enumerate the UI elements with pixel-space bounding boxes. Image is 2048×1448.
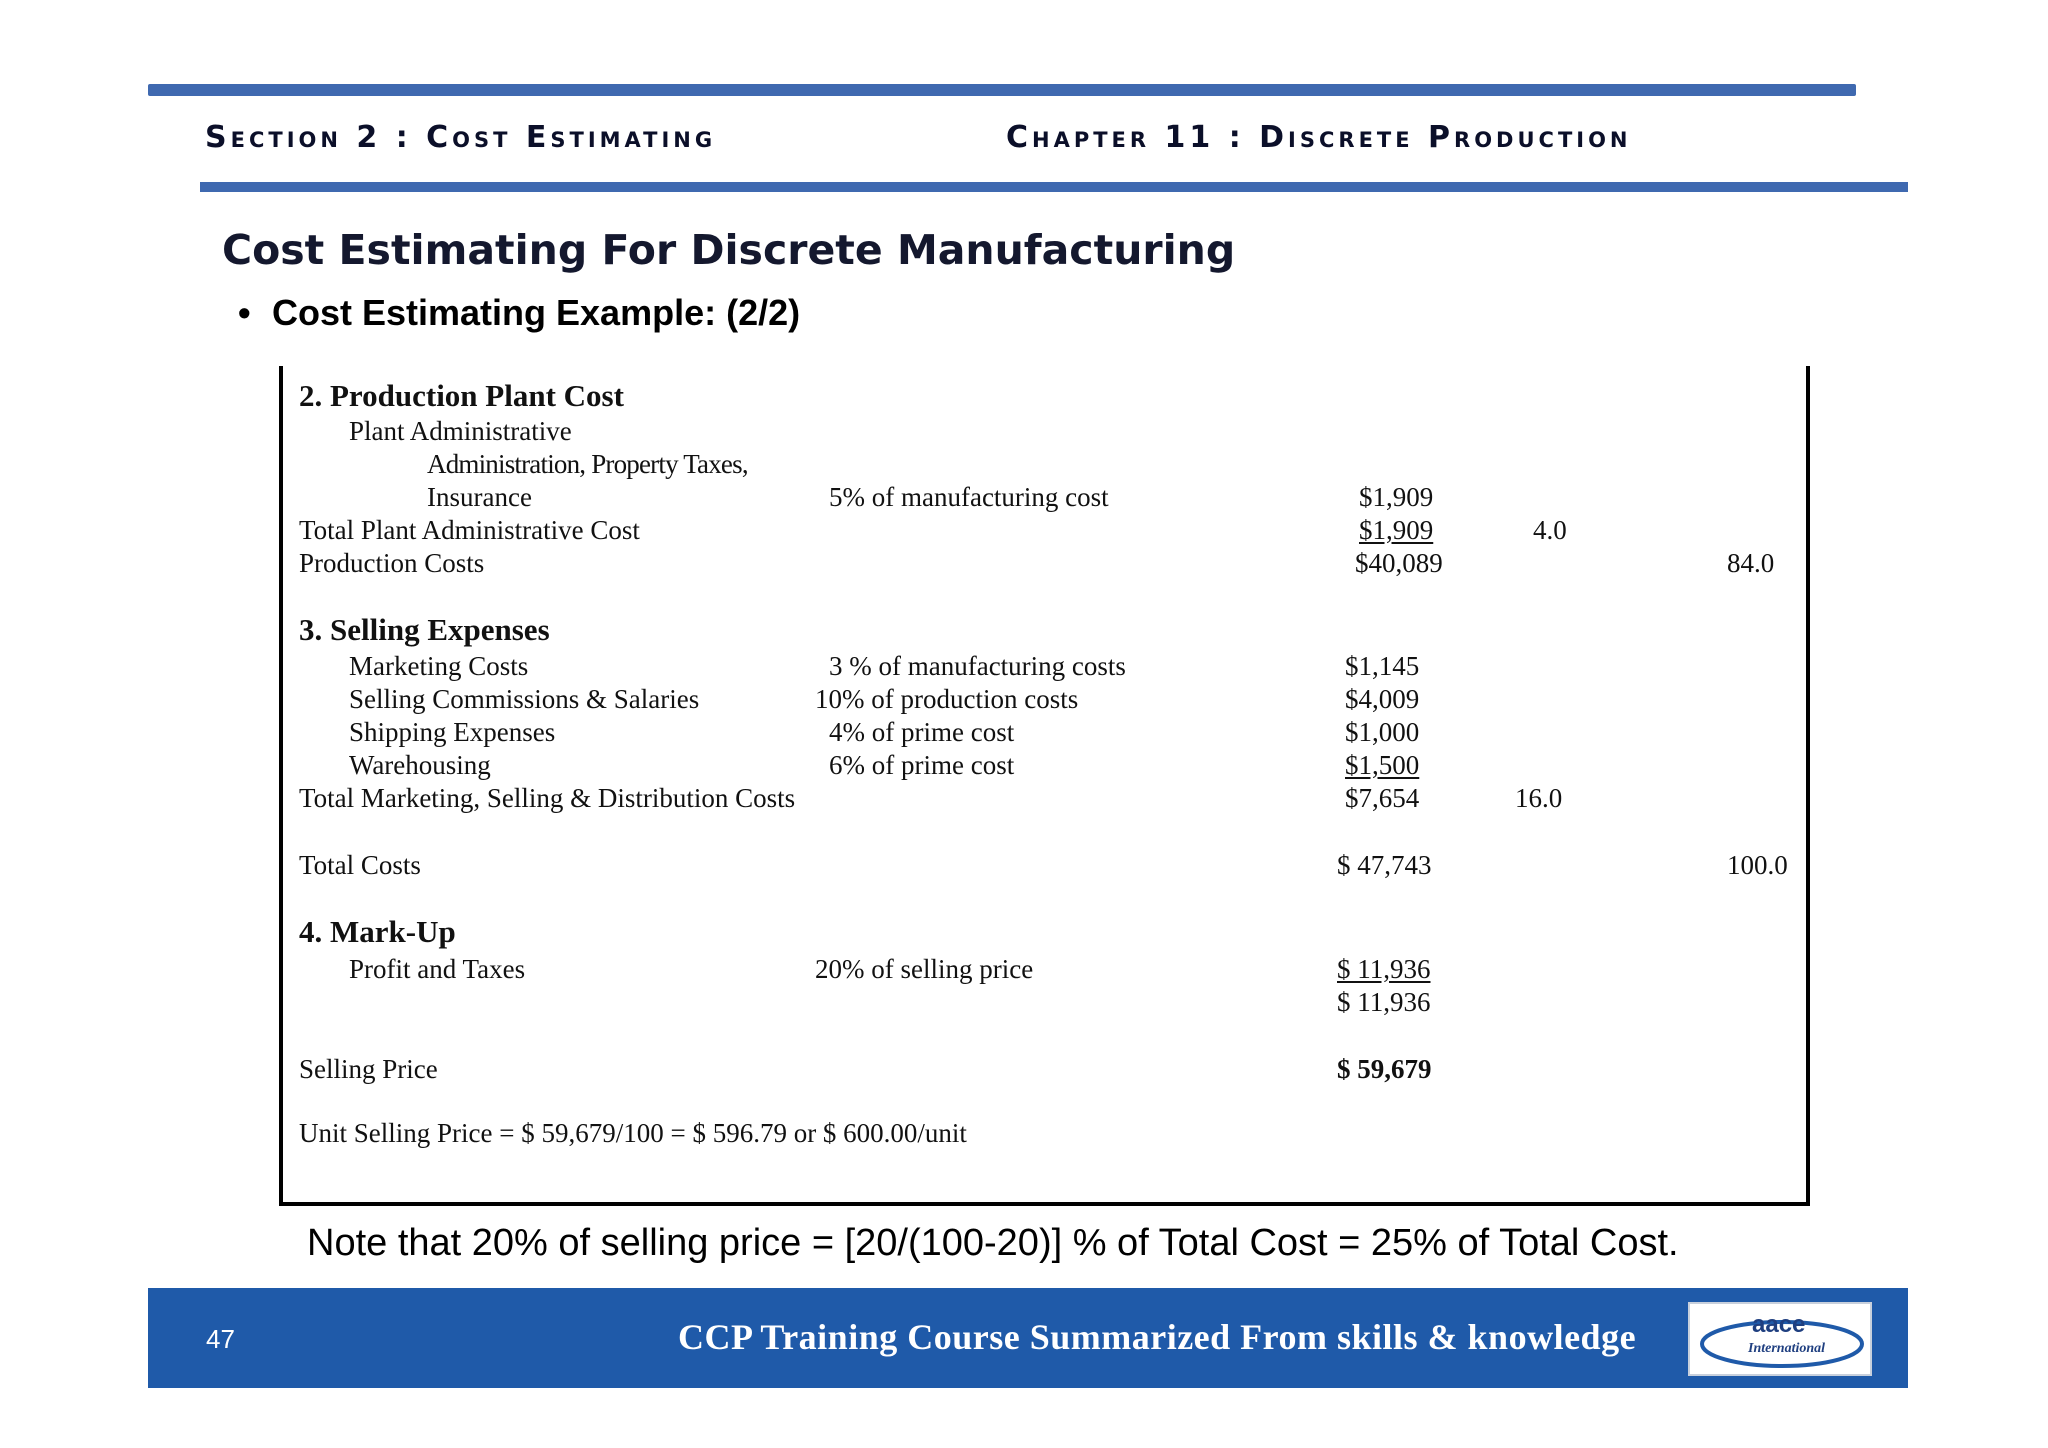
plant-admin-label: Plant Administrative [349,416,572,446]
total-plant-admin-amount: $1,909 [1359,515,1434,545]
logo-text: aace [1752,1311,1806,1338]
total-costs-amount: $ 47,743 [1337,850,1432,880]
shipping-basis: 4% of prime cost [829,717,1015,747]
profit-taxes-label: Profit and Taxes [349,954,526,984]
total-marketing-amount: $7,654 [1345,783,1420,813]
marketing-costs-label: Marketing Costs [349,651,529,681]
insurance-basis: 5% of manufacturing cost [829,482,1109,512]
profit-taxes-basis: 20% of selling price [815,954,1034,984]
footer-bar [148,1288,1908,1388]
total-costs-percent: 100.0 [1727,850,1788,880]
chapter-header: Chapter 11 : Discrete Production [1006,120,1632,155]
marketing-costs-amount: $1,145 [1345,651,1420,681]
unit-selling-price: Unit Selling Price = $ 59,679/100 = $ 596.79 or $ 600.00/unit [299,1118,967,1148]
section-2-heading: 2. Production Plant Cost [299,378,624,413]
shipping-amount: $1,000 [1345,717,1420,747]
section-3-heading: 3. Selling Expenses [299,612,550,647]
profit-taxes-subtotal: $ 11,936 [1337,987,1431,1017]
footer-text: CCP Training Course Summarized From skills & knowledge [678,1317,1637,1357]
bullet-text: Cost Estimating Example: (2/2) [272,292,801,333]
header-rule-top [148,84,1856,96]
page-number: 47 [206,1324,235,1354]
selling-price-label: Selling Price [299,1054,438,1084]
aace-logo-icon [1690,1304,1870,1374]
page-title: Cost Estimating For Discrete Manufacturing [222,226,1236,274]
commissions-label: Selling Commissions & Salaries [349,684,700,714]
production-costs-label: Production Costs [299,548,485,578]
commissions-basis: 10% of production costs [815,684,1079,714]
profit-taxes-amount: $ 11,936 [1337,954,1431,984]
note-text: Note that 20% of selling price = [20/(100-20)] % of Total Cost = 25% of Total Cost. [307,1222,1679,1264]
commissions-amount: $4,009 [1345,684,1420,714]
section-header: Section 2 : Cost Estimating [205,120,717,155]
production-costs-amount: $40,089 [1355,548,1443,578]
total-marketing-percent: 16.0 [1515,783,1563,813]
insurance-label: Insurance [427,482,532,512]
aace-logo [1688,1302,1872,1376]
bullet-item [238,292,800,334]
section-4-heading: 4. Mark-Up [299,914,456,949]
warehousing-label: Warehousing [349,750,491,780]
header-rule-bottom [200,182,1908,192]
shipping-label: Shipping Expenses [349,717,556,747]
warehousing-basis: 6% of prime cost [829,750,1015,780]
cost-table [279,366,1810,1206]
total-plant-admin-percent: 4.0 [1533,515,1567,545]
marketing-costs-basis: 3 % of manufacturing costs [829,651,1126,681]
total-plant-admin-label: Total Plant Administrative Cost [299,515,640,545]
insurance-amount: $1,909 [1359,482,1434,512]
total-marketing-label: Total Marketing, Selling & Distribution Costs [299,783,796,813]
selling-price-amount: $ 59,679 [1337,1054,1432,1084]
total-costs-label: Total Costs [299,850,421,880]
warehousing-amount: $1,500 [1345,750,1420,780]
admin-property-label: Administration, Property Taxes, [427,449,748,479]
bullet-dot-icon: • [238,292,251,333]
production-costs-percent: 84.0 [1727,548,1775,578]
logo-subtext: International [1748,1341,1826,1356]
